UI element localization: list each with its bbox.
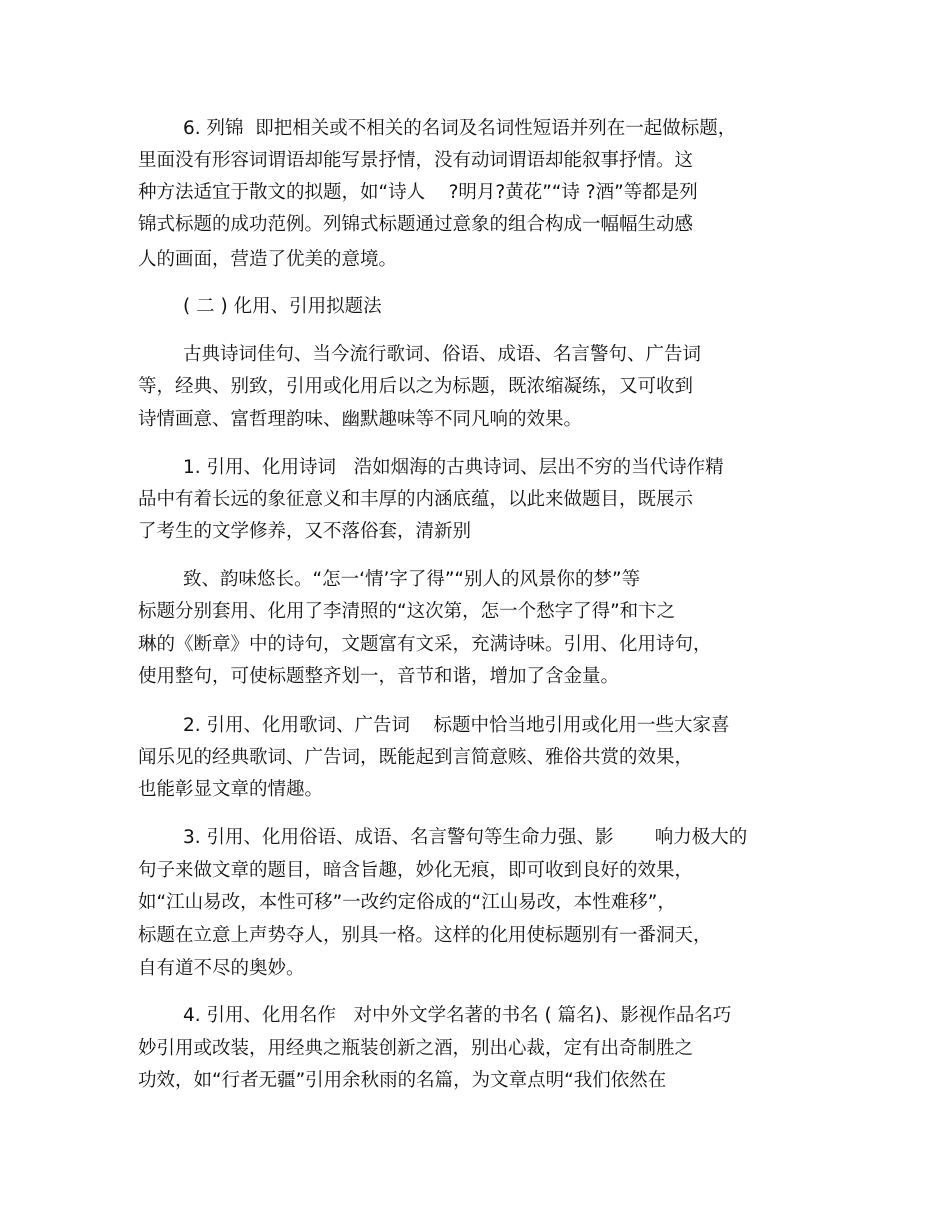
- text-line: 品中有着长远的象征意义和丰厚的内涵底蕴，以此来做题目，既展示: [138, 489, 694, 510]
- text-line: 功效，如“行者无疆”引用余秋雨的名篇，为文章点明“我们依然在: [138, 1070, 667, 1091]
- text-line: 4. 引用、化用名作 对中外文学名著的书名 ( 篇名)、影视作品名巧: [183, 1005, 732, 1026]
- text-line: 自有道不尽的奥妙。: [138, 958, 305, 979]
- text-line: 里面没有形容词谓语却能写景抒情，没有动词谓语却能叙事抒情。这: [138, 150, 694, 171]
- heading-text: ( 二 ) 化用、引用拟题法: [183, 296, 382, 317]
- text-line: 古典诗词佳句、当今流行歌词、俗语、成语、名言警句、广告词: [183, 344, 702, 365]
- text-line: 6. 列锦 即把相关或不相关的名词及名词性短语并列在一起做标题，: [183, 118, 737, 139]
- text-line: 如“江山易改，本性可移”一改约定俗成的“江山易改，本性难移”，: [138, 892, 676, 913]
- text-line: 标题分别套用、化用了李清照的“这次第，怎一个愁字了得”和卞之: [138, 601, 676, 622]
- text-line: 等，经典、别致，引用或化用后以之为标题，既浓缩凝练，又可收到: [138, 376, 694, 397]
- text-line: 闻乐见的经典歌词、广告词，既能起到言简意赅、雅俗共赏的效果，: [138, 747, 694, 768]
- text-line: 锦式标题的成功范例。列锦式标题通过意象的组合构成一幅幅生动感: [138, 214, 694, 235]
- text-line: 人的画面，营造了优美的意境。: [138, 249, 398, 270]
- text-line: 致、韵味悠长。“怎一‘情’字了得”“别人的风景你的梦”等: [183, 569, 641, 590]
- text-line: 妙引用或改装，用经典之瓶装创新之酒，别出心裁，定有出奇制胜之: [138, 1038, 694, 1059]
- text-line: 种方法适宜于散文的拟题，如“诗人 ?明月?黄花”“诗 ?酒”等都是列: [138, 182, 698, 203]
- text-line: 诗情画意、富哲理韵味、幽默趣味等不同凡响的效果。: [138, 409, 583, 430]
- text-line: 使用整句，可使标题整齐划一，音节和谐，增加了含金量。: [138, 666, 620, 687]
- text-line: 琳的《断章》中的诗句，文题富有文采，充满诗味。引用、化用诗句，: [138, 634, 712, 655]
- text-line: 3. 引用、化用俗语、成语、名言警句等生命力强、影 响力极大的: [183, 827, 748, 848]
- text-line: 也能彰显文章的情趣。: [138, 779, 324, 800]
- text-line: 句子来做文章的题目，暗含旨趣，妙化无痕，即可收到良好的效果，: [138, 860, 694, 881]
- text-line: 标题在立意上声势夺人，别具一格。这样的化用使标题别有一番洞天，: [138, 925, 712, 946]
- text-line: 1. 引用、化用诗词 浩如烟海的古典诗词、层出不穷的当代诗作精: [183, 457, 724, 478]
- text-line: 2. 引用、化用歌词、广告词 标题中恰当地引用或化用一些大家喜: [183, 715, 730, 736]
- text-line: 了考生的文学修养，又不落俗套，清新别: [138, 521, 472, 542]
